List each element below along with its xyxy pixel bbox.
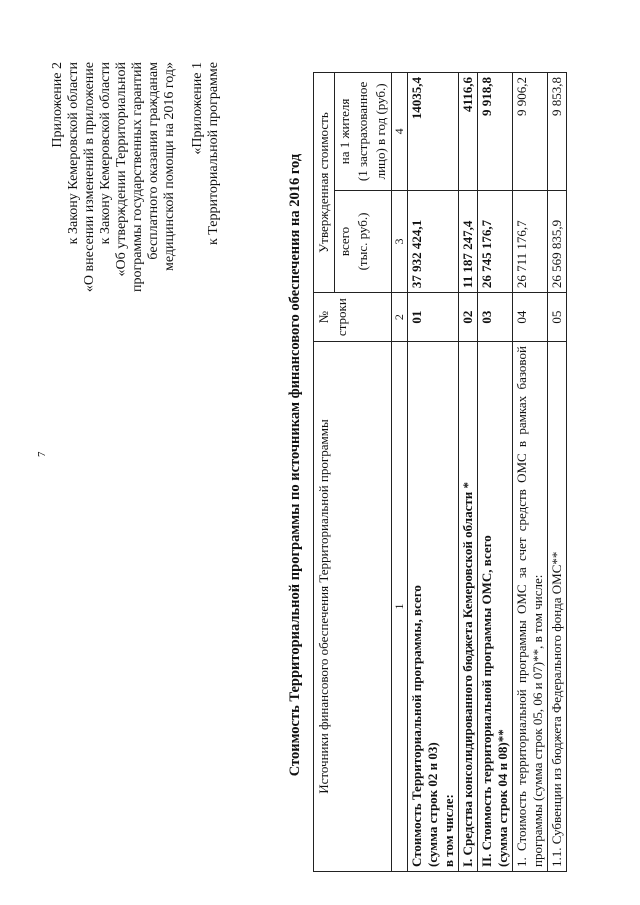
- row-total: 37 932 424,1: [408, 190, 459, 292]
- header-per-capita: на 1 жителя (1 застрахованное лицо) в год (руб.): [335, 73, 392, 191]
- row-label: I. Средства консолидированного бюджета Кемеровской области *: [459, 342, 478, 872]
- row-per-capita: 9 853,8: [548, 73, 567, 191]
- document-title: Стоимость Территориальной программы по источникам финансового обеспечения на 2016 год: [287, 153, 303, 777]
- header-total: всего (тыс. руб.): [335, 190, 392, 292]
- table-row: [408, 73, 459, 872]
- column-number: 3: [392, 190, 408, 292]
- header-approved-cost: Утвержденная стоимость: [314, 73, 335, 293]
- row-number: 01: [408, 293, 459, 342]
- header-row-number: № строки: [314, 293, 392, 342]
- appendix-header: [50, 62, 222, 492]
- row-per-capita: 4116,6: [459, 73, 478, 191]
- row-label: 1. Стоимость территориальной программы ОМС за счет средств ОМС в рамках базовой программы (сумма строк 05, 06 и 07)**, в том числе:: [513, 342, 548, 872]
- row-number: 03: [478, 293, 513, 342]
- row-total: 26 711 176,7: [513, 190, 548, 292]
- table-row: [459, 73, 478, 872]
- table-row: [548, 73, 567, 872]
- program-reference: к Территориальной программе: [206, 62, 221, 246]
- row-total: 26 745 176,7: [478, 190, 513, 292]
- page-number: 7: [36, 451, 48, 457]
- law-reference: к Закону Кемеровской области: [66, 62, 81, 245]
- table-row: [478, 73, 513, 872]
- appendix-1-label: «Приложение 1: [190, 62, 205, 155]
- column-number: 2: [392, 293, 408, 342]
- amendment-line-3: «Об утверждении Территориальной: [114, 62, 129, 277]
- amendment-line-1: «О внесении изменений в приложение: [82, 62, 97, 293]
- column-number-row: [392, 73, 408, 872]
- header-sources: Источники финансового обеспечения Территориальной программы: [314, 342, 392, 872]
- table-row: [513, 73, 548, 872]
- row-per-capita: 9 918,8: [478, 73, 513, 191]
- row-label: 1.1. Субвенции из бюджета Федерального фонда ОМС**: [548, 342, 567, 872]
- row-number: 05: [548, 293, 567, 342]
- financing-table: [313, 72, 567, 872]
- header-row-1: [314, 73, 335, 872]
- row-label: Стоимость Территориальной программы, всего (сумма строк 02 и 03) в том числе:: [408, 342, 459, 872]
- row-per-capita: 14035,4: [408, 73, 459, 191]
- row-number: 04: [513, 293, 548, 342]
- row-label: II. Стоимость территориальной программы ОМС, всего (сумма строк 04 и 08)**: [478, 342, 513, 872]
- row-total: 26 569 835,9: [548, 190, 567, 292]
- amendment-line-6: медицинской помощи на 2016 год»: [162, 62, 177, 271]
- row-total: 11 187 247,4: [459, 190, 478, 292]
- amendment-line-5: бесплатного оказания гражданам: [146, 62, 161, 260]
- row-per-capita: 9 906,2: [513, 73, 548, 191]
- column-number: 1: [392, 342, 408, 872]
- amendment-line-4: программы государственных гарантий: [130, 62, 145, 293]
- amendment-line-2: к Закону Кемеровской области: [98, 62, 113, 245]
- row-number: 02: [459, 293, 478, 342]
- appendix-2-label: Приложение 2: [50, 62, 65, 148]
- column-number: 4: [392, 73, 408, 191]
